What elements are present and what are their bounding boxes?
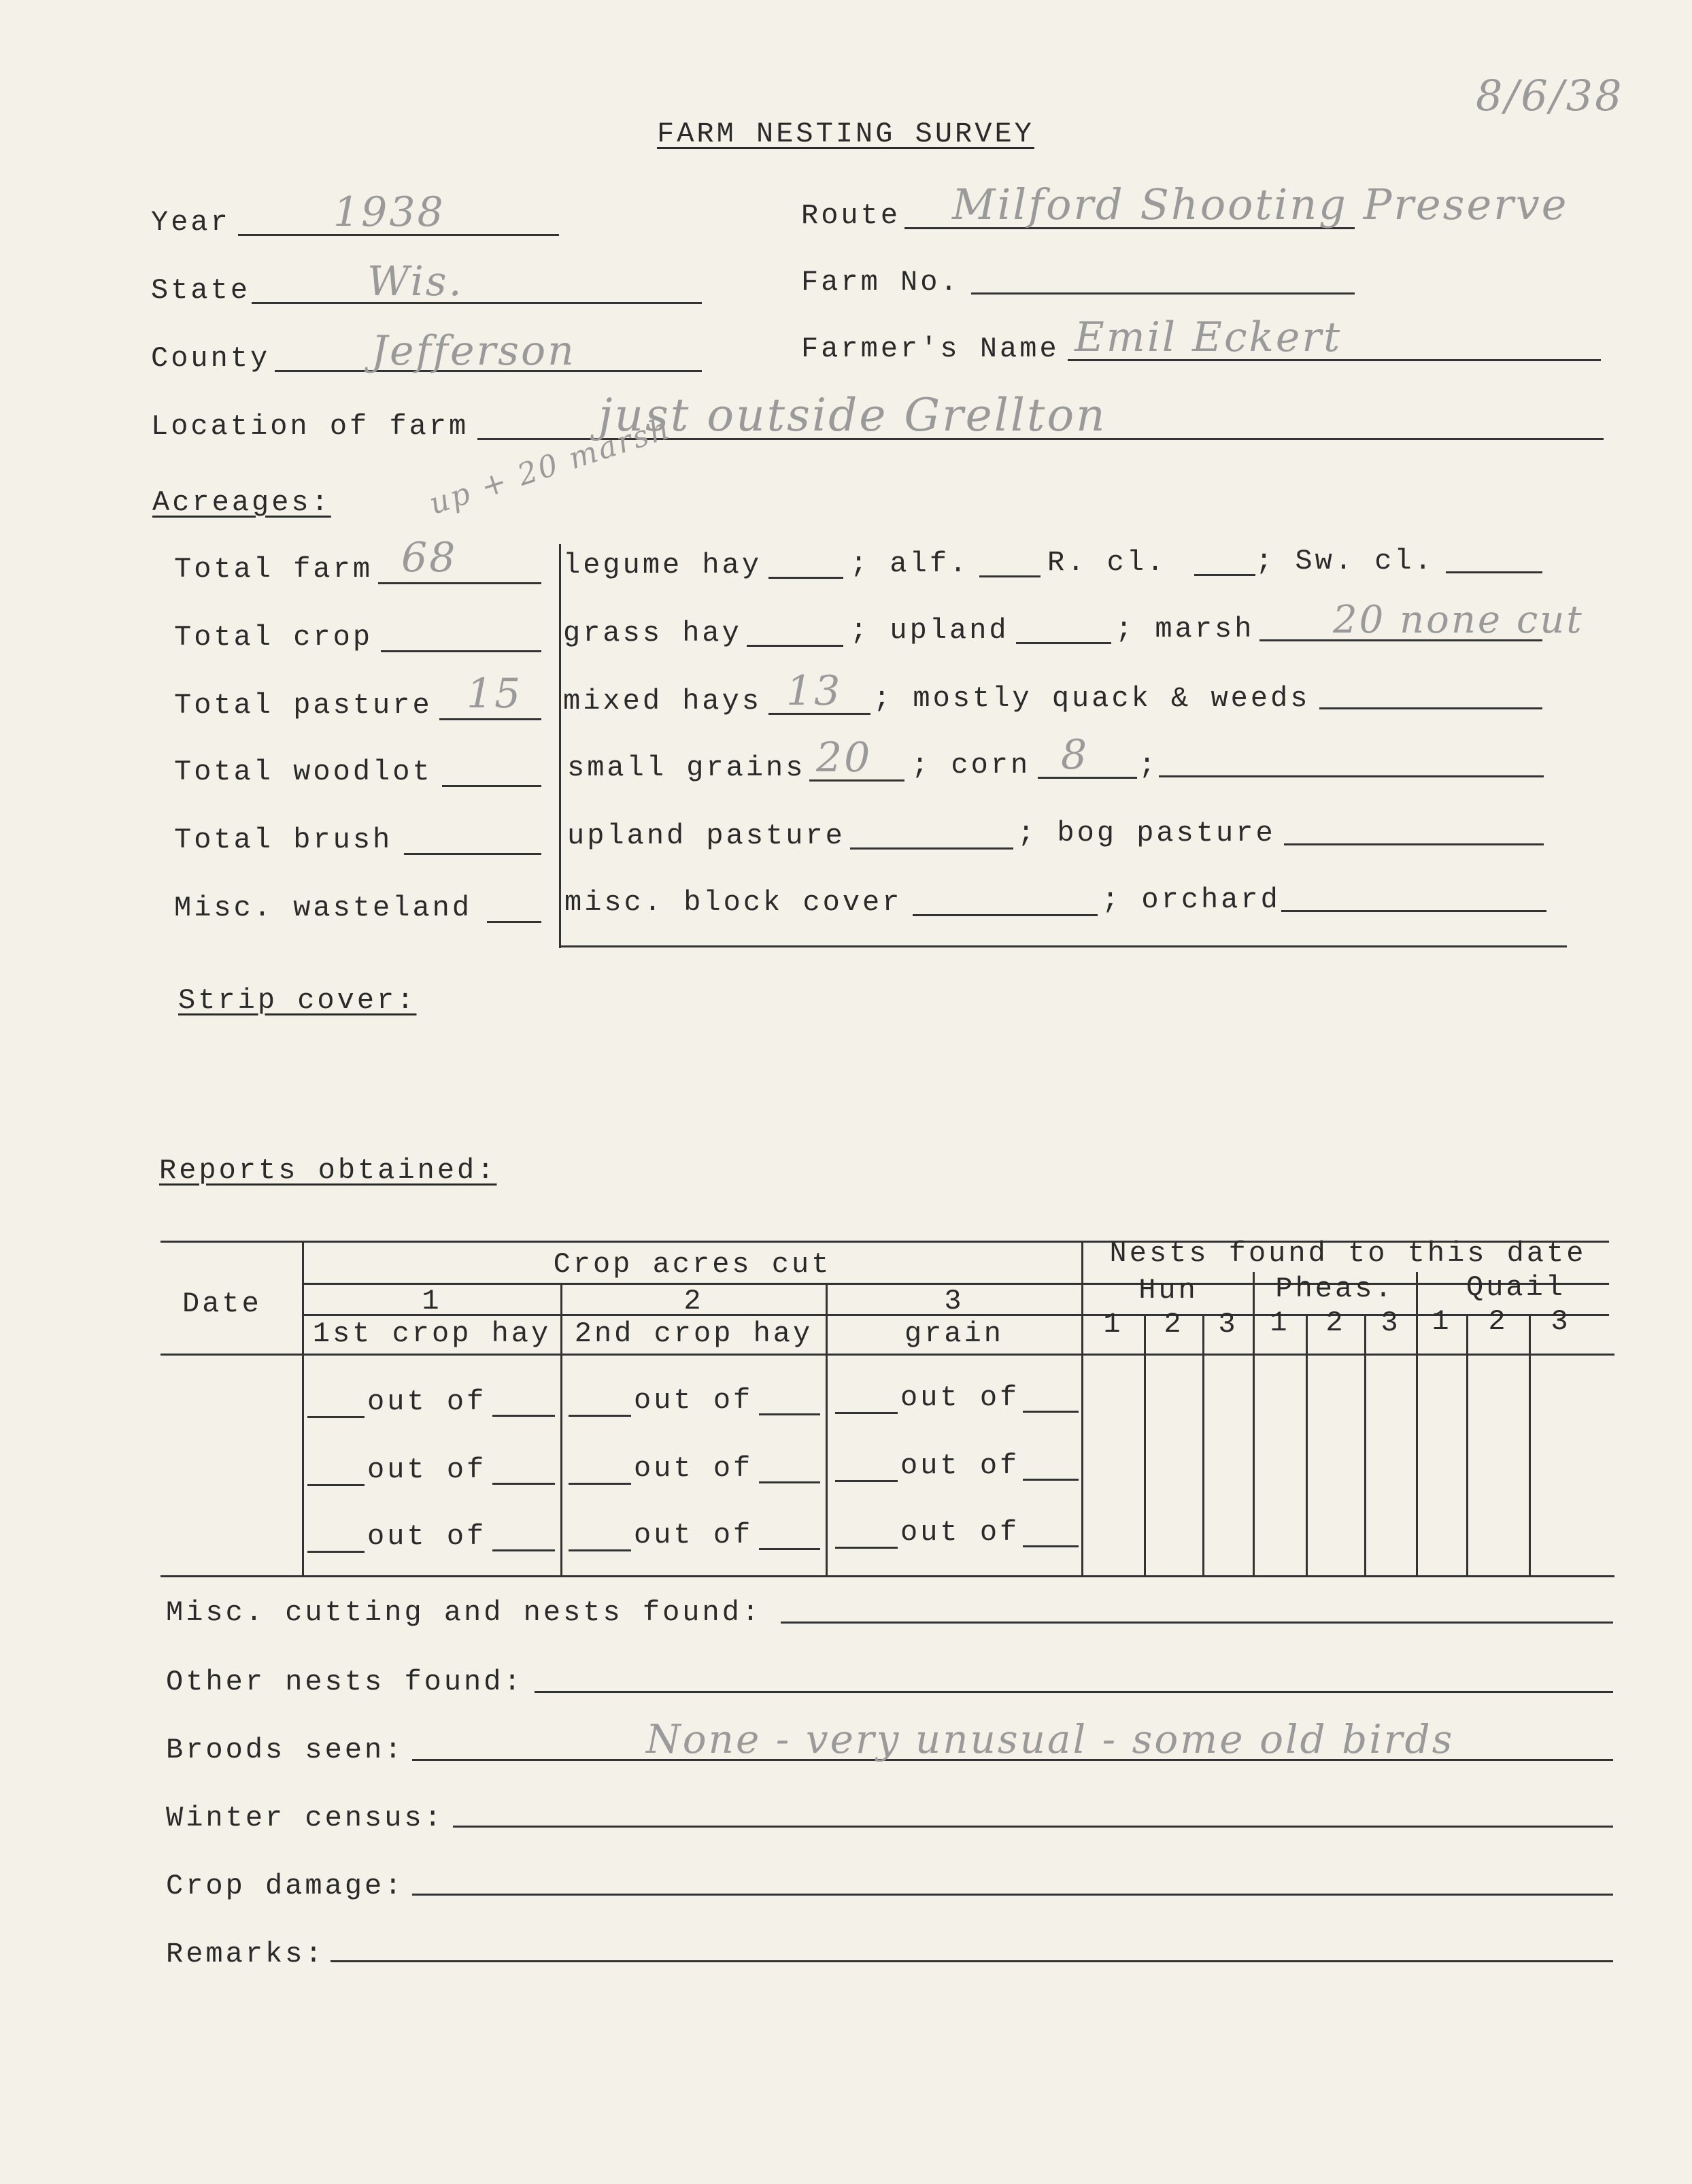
total-woodlot-line xyxy=(442,785,541,787)
r-cl-line[interactable] xyxy=(1194,574,1255,576)
bird-col-num: 1 xyxy=(1432,1305,1452,1338)
bog-pasture-line[interactable] xyxy=(1284,843,1544,845)
cell-blank[interactable] xyxy=(1023,1479,1079,1481)
total-pasture-value[interactable]: 15 xyxy=(467,670,523,718)
upland-pasture-label: upland pasture xyxy=(567,820,845,852)
acreages-heading: Acreages: xyxy=(152,486,331,519)
bird-col-num: 3 xyxy=(1551,1305,1571,1338)
reports-obtained-label: Reports obtained: xyxy=(159,1154,497,1187)
other-nests-label: Other nests found: xyxy=(166,1666,524,1698)
farmer-name-value[interactable]: Emil Eckert xyxy=(1075,314,1342,361)
location-label: Location of farm xyxy=(151,410,469,443)
total-brush-label: Total brush xyxy=(174,824,393,856)
cell-blank[interactable] xyxy=(1023,1545,1079,1547)
crop-col-label: grain xyxy=(904,1317,1004,1350)
cell-blank[interactable] xyxy=(492,1549,555,1551)
acreage-bottom-line xyxy=(559,945,1567,947)
sw-cl-label: ; Sw. cl. xyxy=(1255,545,1434,577)
alf-line[interactable] xyxy=(979,575,1040,577)
table-header-bottom-line xyxy=(160,1354,1614,1356)
out-of-label: out of xyxy=(367,1454,487,1486)
misc-cutting-line[interactable] xyxy=(781,1622,1613,1624)
total-farm-value[interactable]: 68 xyxy=(401,534,458,582)
small-grains-label: small grains xyxy=(567,752,806,784)
misc-block-label: misc. block cover xyxy=(564,886,902,919)
upland-label: ; upland xyxy=(850,614,1009,647)
cell-blank[interactable] xyxy=(307,1551,365,1553)
crop-col-num: 3 xyxy=(944,1285,964,1317)
crop-damage-label: Crop damage: xyxy=(166,1870,405,1902)
cell-blank[interactable] xyxy=(835,1547,898,1549)
winter-census-label: Winter census: xyxy=(166,1802,444,1834)
total-pasture-label: Total pasture xyxy=(174,689,433,722)
cell-blank[interactable] xyxy=(492,1415,555,1417)
total-crop-line xyxy=(381,650,541,652)
legume-hay-label: legume hay xyxy=(563,549,762,582)
table-vline-sub xyxy=(1364,1314,1366,1577)
crop-col-label: 1st crop hay xyxy=(312,1317,552,1350)
small-grains-extra-line[interactable] xyxy=(1159,775,1544,777)
winter-census-line[interactable] xyxy=(453,1826,1613,1828)
bird-group-pheas: Pheas. xyxy=(1275,1273,1395,1305)
total-farm-note: up + 20 marsh xyxy=(425,410,676,522)
alf-label: ; alf. xyxy=(850,548,970,580)
farm-no-line xyxy=(971,292,1355,295)
cell-blank[interactable] xyxy=(835,1480,898,1482)
route-value[interactable]: Milford Shooting Preserve xyxy=(952,180,1569,229)
table-vline-sub xyxy=(1306,1314,1308,1577)
crop-acres-header: Crop acres cut xyxy=(553,1248,832,1281)
out-of-label: out of xyxy=(634,1452,754,1485)
acreage-divider xyxy=(559,544,561,948)
cell-blank[interactable] xyxy=(835,1412,898,1414)
broods-seen-label: Broods seen: xyxy=(166,1734,405,1766)
nests-found-header: Nests found to this date xyxy=(1109,1237,1587,1270)
bird-group-hun: Hun xyxy=(1138,1274,1198,1307)
farmer-name-label: Farmer's Name xyxy=(801,333,1060,365)
state-label: State xyxy=(151,274,251,307)
bird-col-num: 1 xyxy=(1103,1308,1123,1341)
marsh-value[interactable]: 20 none cut xyxy=(1333,598,1584,642)
marsh-label: ; marsh xyxy=(1115,613,1255,645)
total-farm-line xyxy=(378,582,541,584)
out-of-label: out of xyxy=(900,1381,1020,1414)
corn-label: ; corn xyxy=(911,749,1031,782)
date-header: Date xyxy=(182,1288,262,1320)
total-pasture-line xyxy=(439,718,541,720)
sw-cl-line[interactable] xyxy=(1446,571,1542,573)
misc-cutting-label: Misc. cutting and nests found: xyxy=(166,1596,762,1629)
total-brush-line xyxy=(404,853,541,855)
bird-col-num: 2 xyxy=(1325,1307,1346,1339)
location-value[interactable]: just outside Grellton xyxy=(598,389,1107,441)
out-of-label: out of xyxy=(634,1519,754,1551)
out-of-label: out of xyxy=(367,1520,487,1553)
bird-col-num: 3 xyxy=(1381,1307,1401,1339)
corn-value[interactable]: 8 xyxy=(1061,731,1089,779)
route-label: Route xyxy=(801,199,901,232)
crop-col-num: 1 xyxy=(422,1285,442,1317)
cell-blank[interactable] xyxy=(569,1415,631,1417)
legume-hay-line[interactable] xyxy=(768,577,843,579)
table-bottom-line xyxy=(160,1575,1614,1577)
bog-pasture-label: ; bog pasture xyxy=(1017,817,1276,850)
orchard-line[interactable] xyxy=(1281,910,1546,912)
farm-no-label: Farm No. xyxy=(801,266,960,299)
cell-blank[interactable] xyxy=(307,1484,365,1486)
strip-cover-label: Strip cover: xyxy=(178,984,417,1017)
upland-pasture-line[interactable] xyxy=(850,847,1013,850)
total-crop-label: Total crop xyxy=(174,621,373,654)
cell-blank[interactable] xyxy=(307,1416,365,1418)
out-of-label: out of xyxy=(900,1516,1020,1549)
crop-col-num: 2 xyxy=(683,1285,704,1317)
grass-hay-label: grass hay xyxy=(563,617,742,650)
remarks-line[interactable] xyxy=(331,1960,1613,1962)
cell-blank[interactable] xyxy=(759,1481,820,1483)
remarks-label: Remarks: xyxy=(166,1938,325,1970)
bird-col-num: 3 xyxy=(1218,1308,1238,1341)
mixed-hays-value[interactable]: 13 xyxy=(786,667,843,715)
out-of-label: out of xyxy=(900,1449,1020,1482)
misc-block-line[interactable] xyxy=(913,914,1098,916)
mostly-quack-label: ; mostly quack & weeds xyxy=(873,682,1310,715)
table-vline-sub xyxy=(1144,1314,1146,1577)
county-value[interactable]: Jefferson xyxy=(371,327,576,375)
misc-wasteland-line xyxy=(487,921,541,923)
broods-seen-value[interactable]: None - very unusual - some old birds xyxy=(646,1716,1455,1762)
cell-blank[interactable] xyxy=(1023,1411,1079,1413)
year-value[interactable]: 1938 xyxy=(333,188,445,236)
year-label: Year xyxy=(151,206,231,239)
mixed-hays-label: mixed hays xyxy=(563,685,762,718)
r-cl-label: R. cl. xyxy=(1047,546,1167,579)
small-grains-value[interactable]: 20 xyxy=(816,734,873,782)
misc-wasteland-label: Misc. wasteland xyxy=(174,892,473,924)
bird-col-num: 2 xyxy=(1164,1308,1184,1341)
grass-hay-line[interactable] xyxy=(747,645,843,647)
bird-group-quail: Quail xyxy=(1466,1271,1566,1304)
corn-separator: ; xyxy=(1138,749,1159,782)
out-of-label: out of xyxy=(634,1384,754,1417)
mostly-quack-line[interactable] xyxy=(1319,707,1542,709)
upland-line[interactable] xyxy=(1016,642,1111,644)
table-vline-sub xyxy=(1529,1314,1531,1577)
crop-col-label: 2nd crop hay xyxy=(574,1317,813,1350)
cell-blank[interactable] xyxy=(569,1483,631,1485)
date-stamp: 8/6/38 xyxy=(1476,71,1624,120)
cell-blank[interactable] xyxy=(492,1483,555,1485)
bird-col-num: 1 xyxy=(1270,1307,1290,1339)
bird-col-num: 2 xyxy=(1488,1305,1508,1338)
table-vline-sub xyxy=(1466,1314,1468,1577)
state-line xyxy=(252,302,702,304)
cell-blank[interactable] xyxy=(759,1413,820,1415)
table-vline-sub xyxy=(1202,1314,1204,1577)
cell-blank[interactable] xyxy=(569,1549,631,1551)
total-farm-label: Total farm xyxy=(174,553,373,586)
crop-damage-line[interactable] xyxy=(412,1894,1613,1896)
county-label: County xyxy=(151,342,271,375)
other-nests-line[interactable] xyxy=(535,1691,1613,1693)
out-of-label: out of xyxy=(367,1385,487,1418)
total-woodlot-label: Total woodlot xyxy=(174,756,433,788)
cell-blank[interactable] xyxy=(759,1548,820,1550)
orchard-label: ; orchard xyxy=(1102,884,1281,916)
form-title: FARM NESTING SURVEY xyxy=(657,118,1034,150)
state-value[interactable]: Wis. xyxy=(367,258,464,305)
